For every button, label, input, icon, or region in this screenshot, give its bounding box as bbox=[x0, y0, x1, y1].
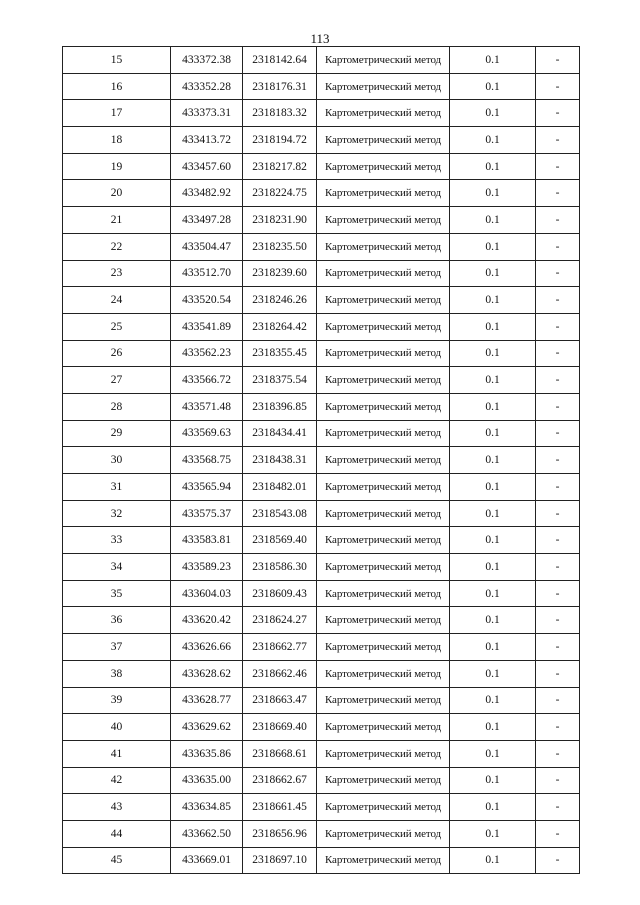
table-row bbox=[63, 73, 580, 100]
method-cell: Картометрический метод bbox=[317, 847, 450, 874]
y-coordinate-cell: 2318264.42 bbox=[243, 313, 317, 340]
accuracy-cell: 0.1 bbox=[450, 794, 536, 821]
note-cell: - bbox=[536, 100, 580, 127]
x-coordinate-cell: 433497.28 bbox=[171, 207, 243, 234]
y-coordinate-cell: 2318438.31 bbox=[243, 447, 317, 474]
x-coordinate-cell: 433504.47 bbox=[171, 233, 243, 260]
method-cell: Картометрический метод bbox=[317, 287, 450, 314]
point-number-cell: 15 bbox=[63, 47, 171, 74]
accuracy-cell: 0.1 bbox=[450, 287, 536, 314]
note-cell: - bbox=[536, 580, 580, 607]
x-coordinate-cell: 433662.50 bbox=[171, 820, 243, 847]
accuracy-cell: 0.1 bbox=[450, 527, 536, 554]
point-number-cell: 25 bbox=[63, 313, 171, 340]
method-cell: Картометрический метод bbox=[317, 207, 450, 234]
method-cell: Картометрический метод bbox=[317, 447, 450, 474]
accuracy-cell: 0.1 bbox=[450, 607, 536, 634]
point-number-cell: 21 bbox=[63, 207, 171, 234]
x-coordinate-cell: 433635.00 bbox=[171, 767, 243, 794]
method-cell: Картометрический метод bbox=[317, 153, 450, 180]
x-coordinate-cell: 433520.54 bbox=[171, 287, 243, 314]
table-row bbox=[63, 847, 580, 874]
y-coordinate-cell: 2318697.10 bbox=[243, 847, 317, 874]
point-number-cell: 29 bbox=[63, 420, 171, 447]
note-cell: - bbox=[536, 740, 580, 767]
x-coordinate-cell: 433457.60 bbox=[171, 153, 243, 180]
note-cell: - bbox=[536, 767, 580, 794]
y-coordinate-cell: 2318669.40 bbox=[243, 714, 317, 741]
method-cell: Картометрический метод bbox=[317, 714, 450, 741]
point-number-cell: 32 bbox=[63, 500, 171, 527]
table-row bbox=[63, 634, 580, 661]
table-row bbox=[63, 767, 580, 794]
table-row bbox=[63, 554, 580, 581]
y-coordinate-cell: 2318663.47 bbox=[243, 687, 317, 714]
y-coordinate-cell: 2318176.31 bbox=[243, 73, 317, 100]
accuracy-cell: 0.1 bbox=[450, 153, 536, 180]
x-coordinate-cell: 433629.62 bbox=[171, 714, 243, 741]
note-cell: - bbox=[536, 420, 580, 447]
accuracy-cell: 0.1 bbox=[450, 500, 536, 527]
accuracy-cell: 0.1 bbox=[450, 740, 536, 767]
x-coordinate-cell: 433568.75 bbox=[171, 447, 243, 474]
method-cell: Картометрический метод bbox=[317, 767, 450, 794]
y-coordinate-cell: 2318246.26 bbox=[243, 287, 317, 314]
note-cell: - bbox=[536, 73, 580, 100]
point-number-cell: 38 bbox=[63, 660, 171, 687]
method-cell: Картометрический метод bbox=[317, 180, 450, 207]
note-cell: - bbox=[536, 180, 580, 207]
point-number-cell: 43 bbox=[63, 794, 171, 821]
x-coordinate-cell: 433565.94 bbox=[171, 474, 243, 501]
table-row bbox=[63, 47, 580, 74]
x-coordinate-cell: 433512.70 bbox=[171, 260, 243, 287]
point-number-cell: 18 bbox=[63, 127, 171, 154]
accuracy-cell: 0.1 bbox=[450, 233, 536, 260]
method-cell: Картометрический метод bbox=[317, 367, 450, 394]
method-cell: Картометрический метод bbox=[317, 820, 450, 847]
table-row bbox=[63, 820, 580, 847]
note-cell: - bbox=[536, 474, 580, 501]
y-coordinate-cell: 2318239.60 bbox=[243, 260, 317, 287]
method-cell: Картометрический метод bbox=[317, 73, 450, 100]
accuracy-cell: 0.1 bbox=[450, 313, 536, 340]
y-coordinate-cell: 2318661.45 bbox=[243, 794, 317, 821]
x-coordinate-cell: 433628.77 bbox=[171, 687, 243, 714]
note-cell: - bbox=[536, 233, 580, 260]
x-coordinate-cell: 433569.63 bbox=[171, 420, 243, 447]
note-cell: - bbox=[536, 393, 580, 420]
method-cell: Картометрический метод bbox=[317, 260, 450, 287]
y-coordinate-cell: 2318194.72 bbox=[243, 127, 317, 154]
y-coordinate-cell: 2318668.61 bbox=[243, 740, 317, 767]
point-number-cell: 33 bbox=[63, 527, 171, 554]
note-cell: - bbox=[536, 287, 580, 314]
page-number: 113 bbox=[310, 31, 330, 46]
y-coordinate-cell: 2318482.01 bbox=[243, 474, 317, 501]
y-coordinate-cell: 2318662.77 bbox=[243, 634, 317, 661]
note-cell: - bbox=[536, 207, 580, 234]
accuracy-cell: 0.1 bbox=[450, 660, 536, 687]
x-coordinate-cell: 433541.89 bbox=[171, 313, 243, 340]
x-coordinate-cell: 433482.92 bbox=[171, 180, 243, 207]
note-cell: - bbox=[536, 634, 580, 661]
note-cell: - bbox=[536, 260, 580, 287]
table-row bbox=[63, 127, 580, 154]
y-coordinate-cell: 2318235.50 bbox=[243, 233, 317, 260]
accuracy-cell: 0.1 bbox=[450, 847, 536, 874]
table-row bbox=[63, 153, 580, 180]
point-number-cell: 27 bbox=[63, 367, 171, 394]
accuracy-cell: 0.1 bbox=[450, 367, 536, 394]
note-cell: - bbox=[536, 153, 580, 180]
note-cell: - bbox=[536, 794, 580, 821]
accuracy-cell: 0.1 bbox=[450, 447, 536, 474]
y-coordinate-cell: 2318183.32 bbox=[243, 100, 317, 127]
accuracy-cell: 0.1 bbox=[450, 127, 536, 154]
method-cell: Картометрический метод bbox=[317, 660, 450, 687]
method-cell: Картометрический метод bbox=[317, 47, 450, 74]
method-cell: Картометрический метод bbox=[317, 794, 450, 821]
table-row bbox=[63, 660, 580, 687]
note-cell: - bbox=[536, 714, 580, 741]
y-coordinate-cell: 2318662.67 bbox=[243, 767, 317, 794]
y-coordinate-cell: 2318434.41 bbox=[243, 420, 317, 447]
y-coordinate-cell: 2318375.54 bbox=[243, 367, 317, 394]
point-number-cell: 44 bbox=[63, 820, 171, 847]
note-cell: - bbox=[536, 447, 580, 474]
method-cell: Картометрический метод bbox=[317, 420, 450, 447]
x-coordinate-cell: 433604.03 bbox=[171, 580, 243, 607]
y-coordinate-cell: 2318662.46 bbox=[243, 660, 317, 687]
accuracy-cell: 0.1 bbox=[450, 47, 536, 74]
point-number-cell: 37 bbox=[63, 634, 171, 661]
y-coordinate-cell: 2318609.43 bbox=[243, 580, 317, 607]
y-coordinate-cell: 2318624.27 bbox=[243, 607, 317, 634]
accuracy-cell: 0.1 bbox=[450, 393, 536, 420]
coordinates-table-body bbox=[63, 47, 580, 874]
point-number-cell: 22 bbox=[63, 233, 171, 260]
y-coordinate-cell: 2318142.64 bbox=[243, 47, 317, 74]
point-number-cell: 40 bbox=[63, 714, 171, 741]
note-cell: - bbox=[536, 607, 580, 634]
point-number-cell: 35 bbox=[63, 580, 171, 607]
x-coordinate-cell: 433589.23 bbox=[171, 554, 243, 581]
note-cell: - bbox=[536, 367, 580, 394]
table-row bbox=[63, 340, 580, 367]
note-cell: - bbox=[536, 687, 580, 714]
method-cell: Картометрический метод bbox=[317, 634, 450, 661]
y-coordinate-cell: 2318569.40 bbox=[243, 527, 317, 554]
note-cell: - bbox=[536, 847, 580, 874]
method-cell: Картометрический метод bbox=[317, 500, 450, 527]
accuracy-cell: 0.1 bbox=[450, 580, 536, 607]
method-cell: Картометрический метод bbox=[317, 527, 450, 554]
y-coordinate-cell: 2318231.90 bbox=[243, 207, 317, 234]
accuracy-cell: 0.1 bbox=[450, 554, 536, 581]
x-coordinate-cell: 433575.37 bbox=[171, 500, 243, 527]
method-cell: Картометрический метод bbox=[317, 340, 450, 367]
y-coordinate-cell: 2318586.30 bbox=[243, 554, 317, 581]
table-row bbox=[63, 420, 580, 447]
point-number-cell: 24 bbox=[63, 287, 171, 314]
accuracy-cell: 0.1 bbox=[450, 207, 536, 234]
x-coordinate-cell: 433372.38 bbox=[171, 47, 243, 74]
table-row bbox=[63, 740, 580, 767]
note-cell: - bbox=[536, 47, 580, 74]
point-number-cell: 31 bbox=[63, 474, 171, 501]
table-row bbox=[63, 100, 580, 127]
accuracy-cell: 0.1 bbox=[450, 100, 536, 127]
table-row bbox=[63, 367, 580, 394]
table-row bbox=[63, 607, 580, 634]
table-row bbox=[63, 794, 580, 821]
table-row bbox=[63, 714, 580, 741]
x-coordinate-cell: 433413.72 bbox=[171, 127, 243, 154]
note-cell: - bbox=[536, 554, 580, 581]
note-cell: - bbox=[536, 500, 580, 527]
x-coordinate-cell: 433626.66 bbox=[171, 634, 243, 661]
table-row bbox=[63, 313, 580, 340]
method-cell: Картометрический метод bbox=[317, 474, 450, 501]
point-number-cell: 42 bbox=[63, 767, 171, 794]
method-cell: Картометрический метод bbox=[317, 393, 450, 420]
note-cell: - bbox=[536, 127, 580, 154]
table-row bbox=[63, 474, 580, 501]
y-coordinate-cell: 2318224.75 bbox=[243, 180, 317, 207]
point-number-cell: 39 bbox=[63, 687, 171, 714]
method-cell: Картометрический метод bbox=[317, 127, 450, 154]
point-number-cell: 28 bbox=[63, 393, 171, 420]
accuracy-cell: 0.1 bbox=[450, 767, 536, 794]
point-number-cell: 34 bbox=[63, 554, 171, 581]
table-row bbox=[63, 287, 580, 314]
accuracy-cell: 0.1 bbox=[450, 260, 536, 287]
x-coordinate-cell: 433634.85 bbox=[171, 794, 243, 821]
method-cell: Картометрический метод bbox=[317, 233, 450, 260]
x-coordinate-cell: 433583.81 bbox=[171, 527, 243, 554]
accuracy-cell: 0.1 bbox=[450, 634, 536, 661]
accuracy-cell: 0.1 bbox=[450, 340, 536, 367]
x-coordinate-cell: 433669.01 bbox=[171, 847, 243, 874]
accuracy-cell: 0.1 bbox=[450, 420, 536, 447]
x-coordinate-cell: 433562.23 bbox=[171, 340, 243, 367]
table-row bbox=[63, 500, 580, 527]
accuracy-cell: 0.1 bbox=[450, 73, 536, 100]
point-number-cell: 26 bbox=[63, 340, 171, 367]
table-row bbox=[63, 207, 580, 234]
accuracy-cell: 0.1 bbox=[450, 180, 536, 207]
table-row bbox=[63, 260, 580, 287]
x-coordinate-cell: 433571.48 bbox=[171, 393, 243, 420]
x-coordinate-cell: 433635.86 bbox=[171, 740, 243, 767]
point-number-cell: 16 bbox=[63, 73, 171, 100]
point-number-cell: 41 bbox=[63, 740, 171, 767]
table-row bbox=[63, 580, 580, 607]
note-cell: - bbox=[536, 660, 580, 687]
note-cell: - bbox=[536, 820, 580, 847]
note-cell: - bbox=[536, 313, 580, 340]
method-cell: Картометрический метод bbox=[317, 100, 450, 127]
point-number-cell: 23 bbox=[63, 260, 171, 287]
y-coordinate-cell: 2318355.45 bbox=[243, 340, 317, 367]
x-coordinate-cell: 433373.31 bbox=[171, 100, 243, 127]
table-row bbox=[63, 447, 580, 474]
x-coordinate-cell: 433628.62 bbox=[171, 660, 243, 687]
method-cell: Картометрический метод bbox=[317, 580, 450, 607]
x-coordinate-cell: 433566.72 bbox=[171, 367, 243, 394]
point-number-cell: 20 bbox=[63, 180, 171, 207]
table-row bbox=[63, 687, 580, 714]
method-cell: Картометрический метод bbox=[317, 687, 450, 714]
table-row bbox=[63, 233, 580, 260]
note-cell: - bbox=[536, 340, 580, 367]
method-cell: Картометрический метод bbox=[317, 607, 450, 634]
x-coordinate-cell: 433352.28 bbox=[171, 73, 243, 100]
accuracy-cell: 0.1 bbox=[450, 687, 536, 714]
point-number-cell: 30 bbox=[63, 447, 171, 474]
point-number-cell: 45 bbox=[63, 847, 171, 874]
y-coordinate-cell: 2318656.96 bbox=[243, 820, 317, 847]
table-row bbox=[63, 527, 580, 554]
method-cell: Картометрический метод bbox=[317, 313, 450, 340]
table-row bbox=[63, 180, 580, 207]
coordinates-table bbox=[62, 46, 580, 874]
accuracy-cell: 0.1 bbox=[450, 474, 536, 501]
point-number-cell: 36 bbox=[63, 607, 171, 634]
accuracy-cell: 0.1 bbox=[450, 714, 536, 741]
y-coordinate-cell: 2318396.85 bbox=[243, 393, 317, 420]
point-number-cell: 19 bbox=[63, 153, 171, 180]
y-coordinate-cell: 2318543.08 bbox=[243, 500, 317, 527]
x-coordinate-cell: 433620.42 bbox=[171, 607, 243, 634]
table-row bbox=[63, 393, 580, 420]
accuracy-cell: 0.1 bbox=[450, 820, 536, 847]
y-coordinate-cell: 2318217.82 bbox=[243, 153, 317, 180]
point-number-cell: 17 bbox=[63, 100, 171, 127]
note-cell: - bbox=[536, 527, 580, 554]
method-cell: Картометрический метод bbox=[317, 740, 450, 767]
method-cell: Картометрический метод bbox=[317, 554, 450, 581]
